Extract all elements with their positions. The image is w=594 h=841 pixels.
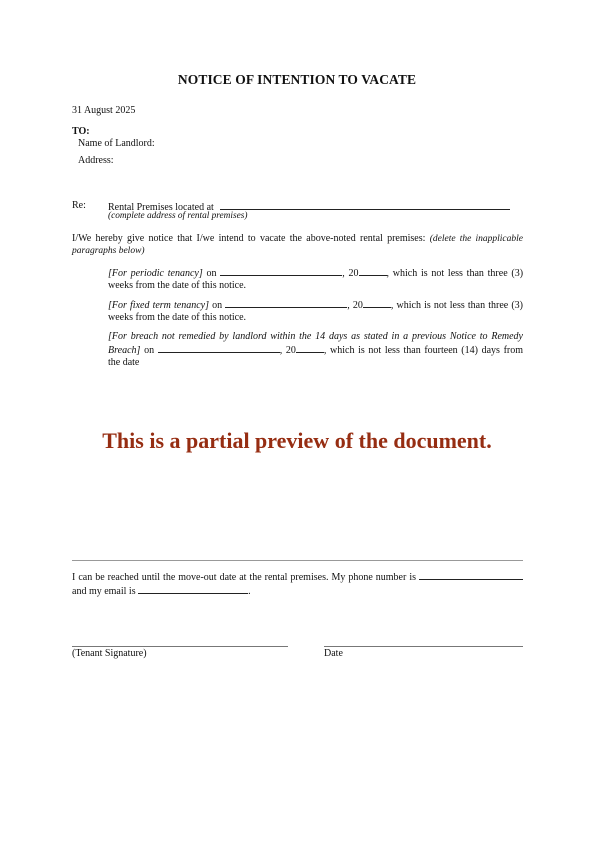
- periodic-tenancy-paragraph: [108, 266, 523, 292]
- contact-text: I can be reached until the move-out date at the rental premises. My phone number is: [72, 572, 416, 583]
- landlord-name-label: Name of Landlord:: [78, 138, 155, 149]
- fixed-label: [For fixed term tenancy]: [108, 300, 210, 311]
- fixed-tail: , which is not less than three (3) weeks from the date of this notice.: [108, 300, 524, 323]
- periodic-tail: , which is not less than three (3) weeks from the date of this notice.: [108, 268, 524, 291]
- fixed-year: , 20: [347, 300, 363, 311]
- breach-date-blank: [158, 343, 280, 353]
- periodic-date-blank: [220, 266, 342, 276]
- rental-premises-blank: [220, 200, 510, 210]
- periodic-year: , 20: [342, 268, 359, 279]
- breach-year-blank: [296, 343, 324, 353]
- breach-paragraph: [108, 331, 524, 368]
- signature-date-label: Date: [324, 648, 343, 659]
- notice-note: (delete the inapplicable paragraphs below): [72, 234, 523, 256]
- notice-statement: [72, 233, 523, 257]
- section-divider: [72, 560, 523, 561]
- document-title: NOTICE OF INTENTION TO VACATE: [177, 72, 417, 87]
- breach-year: , 20: [279, 345, 296, 356]
- notice-text: I/We hereby give notice that I/we intend to vacate the above-noted rental premises:: [72, 233, 426, 244]
- to-label: TO:: [72, 126, 90, 137]
- fixed-term-paragraph: [108, 298, 523, 324]
- fixed-on: on: [212, 300, 223, 311]
- contact-email-label: and my email is: [72, 586, 136, 597]
- fixed-date-blank: [225, 298, 347, 308]
- fixed-year-blank: [363, 298, 391, 308]
- partial-preview-banner: This is a partial preview of the document.: [102, 428, 492, 453]
- tenant-signature-label: (Tenant Signature): [72, 648, 147, 659]
- tenant-signature-line: [72, 646, 288, 647]
- phone-blank: [419, 570, 523, 580]
- email-blank: [138, 584, 248, 594]
- breach-on: on: [144, 345, 155, 356]
- rental-premises-note: (complete address of rental premises): [108, 211, 248, 221]
- rental-premises-label: Rental Premises located at: [108, 202, 214, 213]
- breach-label: [For breach not remedied by landlord within the 14 days as stated in a previous Notice to Remedy Breach]: [108, 331, 523, 356]
- periodic-year-blank: [359, 266, 387, 276]
- contact-paragraph: [72, 570, 523, 598]
- landlord-address-label: Address:: [78, 155, 114, 166]
- notice-date: 31 August 2025: [72, 105, 136, 116]
- contact-end: .: [248, 586, 251, 597]
- breach-tail: , which is not less than fourteen (14) days from the date: [108, 345, 524, 368]
- date-signature-line: [324, 646, 523, 647]
- periodic-label: [For periodic tenancy]: [108, 268, 203, 279]
- periodic-on: on: [206, 268, 217, 279]
- re-label: Re:: [72, 200, 86, 211]
